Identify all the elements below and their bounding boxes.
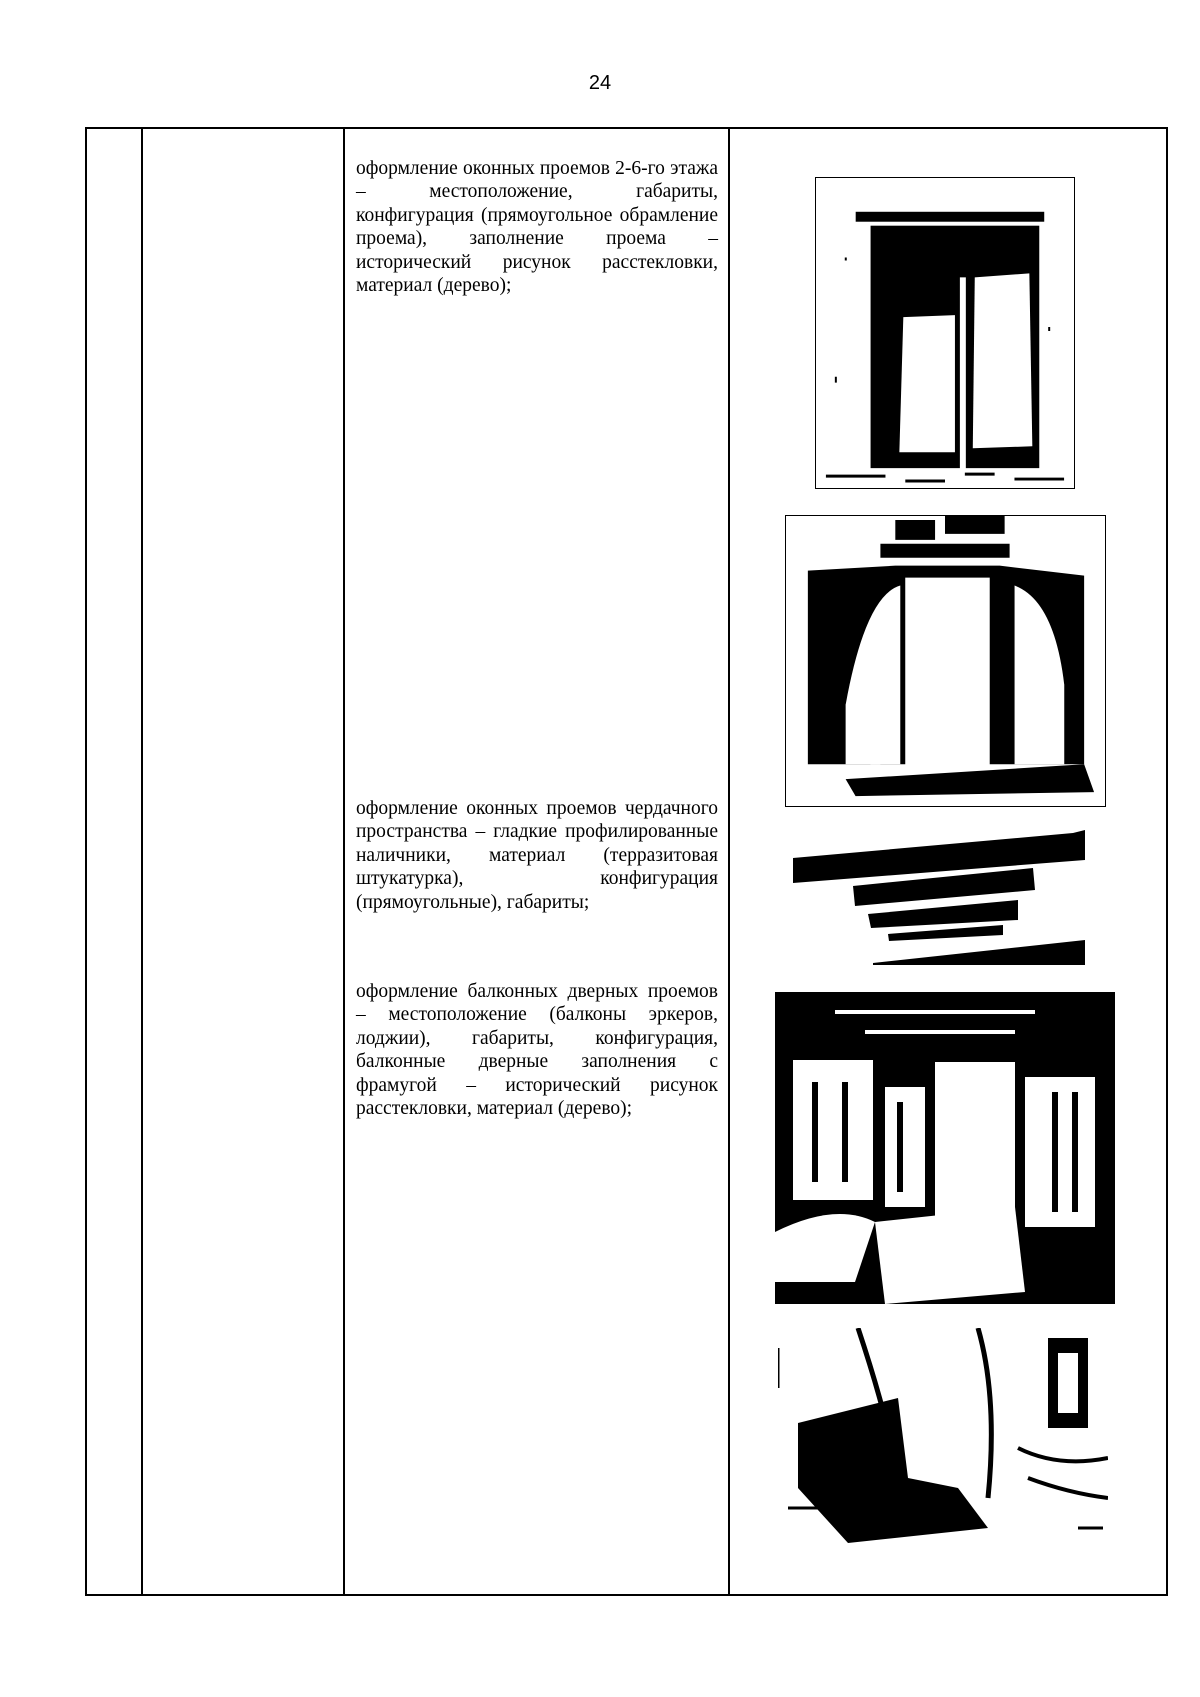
column-divider-1 (141, 129, 143, 1594)
page-number: 24 (588, 72, 612, 94)
attic-window-openings-text: оформление оконных проемов чердачного пространства – гладкие профилированные наличники, материал (терразитовая штукатурка), конфигурация (прямоугольные), габариты; (356, 798, 718, 913)
balcony-door-openings-text: оформление балконных дверных проемов – местоположение (балконы эркеров, лоджии), габариты, конфигурация, балконные дверные заполнения с фрамугой – исторический рисунок расстекловки, материал (дерево); (356, 981, 718, 1120)
window-openings-floors-2-6-text: оформление оконных проемов 2-6-го этажа – местоположение, габариты, конфигурация (прямоугольное обрамление проема), заполнение проема – исторический рисунок расстекловки, материал (дерево); (356, 158, 718, 297)
window-frame-photo (815, 177, 1075, 489)
balcony-door-photo (778, 1328, 1108, 1546)
attic-window-trim-photo (793, 828, 1088, 965)
column-divider-2 (343, 129, 345, 1594)
loggia-interior-photo (775, 992, 1115, 1304)
bay-window-photo (785, 515, 1106, 807)
column-divider-3 (728, 129, 730, 1594)
